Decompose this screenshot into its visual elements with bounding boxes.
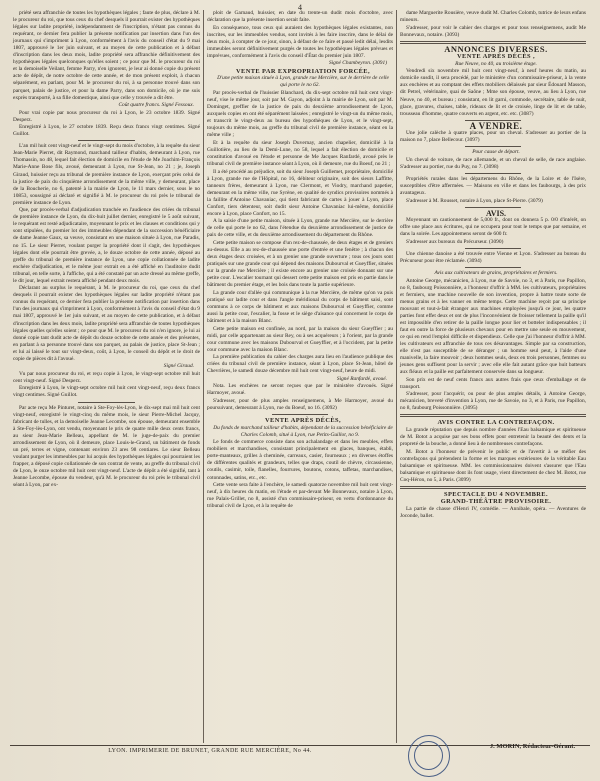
article-paragraph: L'an mil huit cent vingt-neuf et le vingt-sept du mois d'octobre, à la requête du sieur Jean-Marie Pierret, dit Raymond, marchand tailleur d'habits, demeurant à Lyon, rue Thomassin, no 48, lequel fait élection de domicile en l'étude de Me Joachim-François Marie-Anne Bose fils, avoué, demeurant à Lyon, rue St-Jean, no 21 ; je, Joseph Giraud, huissier reçu au tribunal de première instance de Lyon, exerçant près celui de la justice de paix du cinquième arrondissement de la même ville, y demeurant, place de la Boucherie, no 6, patenté à la mairie de Lyon, le 11 mars dernier, sous le no 10853, soussigné ai déclaré et signifié à M. le procureur du roi près le tribunal de première instance de Lyon. — [13, 143, 200, 206]
section-subheading: Rue Neuve, no 40, au troisième étage. — [455, 60, 537, 67]
section-heading: VENTE PAR EXPROPRIATION FORCÉE, — [236, 67, 370, 75]
article-paragraph: Nota. Les enchères ne seront reçues que par le ministère d'avoués. Signé Harmoyer, avoué. — [207, 383, 393, 397]
signature-line: Coût quatre francs. Signé Fessoux. — [118, 102, 194, 109]
section-divider — [465, 267, 521, 268]
article-paragraph: La grande cour d'allée qui communique à la rue Mercière, de même qu'on va puis pratiqué sur ladite cour et dans l'angle méridional du corps de bâtiment saisi, sont communs à ce corps de bâtiment et aux maisons Dubourval et Gueyffier, comme aussi la petite cour, l'escalier, la fosse et le siège d'aisance qui concernent le corps de bâtiment et à la maison Blanc. — [207, 289, 393, 325]
article-paragraph: Enregistré à Lyon, le vingt-sept octobre mil huit cent vingt-neuf, reçu deux francs vingt centimes. Signé Guillot. — [13, 385, 200, 399]
library-stamp — [408, 735, 450, 777]
article-paragraph: Cette petite maison se compose d'un rez-de-chaussée, de deux étages et de greniers au-dessus. Elle a au rez-de-chaussée une porte d'entrée et une fenêtre ; à chacun des deux étages deux croisées, et à un grenier une grande ouverture ; tous ces jours sont pratiqués sur une grande cour qui dépend des maisons Dubourval et Gueyffier, situées sur la grande rue Mercière ; il existe encore au grenier une croisée donnant sur une petite cour. L'escalier tournant qui dessert cette petite maison est pris en partie dans le bâtiment du premier étage, et les bois dans toute la partie supérieure. — [207, 240, 393, 289]
article-paragraph: En conséquence, tous ceux qui auraient des hypothèques légales existantes, non inscrites, sur les immeubles vendus, sont invités à les faire inscrire, dans le délai de deux mois, à compter de ce jour, sinon, à défaut de ce faire et passé ledit délai, lesdits immeubles seront définitivement purgés de toutes les hypothèques légales prévues et imprévues, conformément à l'avis du conseil d'État du premier juin 1807. — [207, 24, 393, 59]
section-divider — [465, 207, 521, 208]
section-heading: VENTE APRÈS DÉCÈS , — [457, 53, 535, 61]
section-heading: GRAND-THÉÂTRE PROVISOIRE. — [440, 498, 552, 506]
section-subheading: D'une petite maison située à Lyon, grande rue Mercière, sur le derrière de celle qui porte le no 62. — [217, 75, 389, 89]
section-heading: VENTE APRÈS DÉCÈS, — [265, 417, 341, 425]
article-paragraph: Et à la requête du sieur Joseph Duvernay, ancien chapelier, domicilié à la Guillotière, au lieu de la Demi-Lune, no 58, lequel a fait élection de domicile et constitution d'avoué en l'étude et personne de Me Jacques Ranfardé, avoué près le tribunal civil de première instance séant à Lyon, où il demeure, rue du Boeuf, no 21 ; — [207, 139, 393, 167]
section-double-divider — [400, 486, 586, 489]
article-paragraph: Enregistré à Lyon, le 27 octobre 1839. Reçu deux francs vingt centimes. Signé Guillot. — [13, 124, 200, 138]
article-paragraph: Pour vrai copie par nous procureur du roi à Lyon, le 23 octobre 1839. Signé Desperz. — [13, 109, 200, 123]
article-paragraph: Une jolie calèche à quatre places, pour un cheval. S'adresser au portier de la maison no 7, place Bellecour. (3097) — [400, 130, 586, 144]
article-paragraph: Par acte reçu Me Pinturet, notaire à Ste-Foy-lès-Lyon, le dix-sept mai mil huit cent vingt-neuf, enregistré le vingt-cinq du même mois, le sieur Pierre-Michel Jacquy, fabricant de tulles, et la demoiselle Jeanne Lecombe, son épouse, demeurant ensemble à Ste-Foy-lès-Lyon, ont vendu, moyennant le prix de quatre mille deux cents francs, au sieur Jean-Marie Belleau, appellant de M. le juge-de-paix du premier arrondissement de Lyon, où il demeure, place Louis-le-Grand, un bâtiment de fonds un pré, terres et vigne, contenant environ 23 ares 98 centiares. Le sieur Belleau voulant purger les immeubles par lui acquis des hypothèques légales qui pourraient les frapper, a déposé copie collationnée de son contrat de vente, au greffe du tribunal civil de Lyon, le onze octobre mil huit cent vingt-neuf. L'acte de dépôt a été signifié, tant à Jeanne Lecombe, épouse du vendeur, qu'à M. le procureur du roi près le tribunal civil séant à Lyon, par ex- — [13, 404, 200, 489]
article-paragraph: Le fonds de commerce consiste dans son achalandage et dans les meubles, effets mobiliers et marchandises, consistant principalement en glaces, banques, établi, porte-manteaux, grilles à cheminée, carreaux, casier, fourneaux ; en diverses étoffes de différentes qualités et grandeurs, telles que draps, coutil de chèvre, circassienne, coutils, casimir, toile, flanelles, fourrures, boutons, cotons, taffetas, marchandises, cotonnades, satins, etc., etc. — [207, 439, 393, 481]
article-paragraph: Par procès-verbal de l'huissier Blanchard, du dix-sept octobre mil huit cent vingt-neuf, vise le même jour, soit par M. Gayon, adjoint à la mairie de Lyon, soit par M. Dominget, greffier de la justice de paix du deuxième arrondissement de Lyon, auxquels copies en ont été séparément laissées ; enregistré le vingt-un du même mois, et transcrit le vingt-deux au bureau des hypothèques de Lyon, et le vingt-sept, toujours du même mois, au greffe du tribunal civil de première instance, séant en la même ville ; — [207, 90, 393, 139]
article-paragraph: S'adresser, pour l'acquérir, ou pour de plus amples détails, à Antoine George, mécanicien, breveté d'invention à Lyon, rue de Savoie, no 3, et à Paris, rue Papillon, no 8, faubourg Poissonnière. (3095) — [400, 391, 586, 412]
article-paragraph: dame Marguerite Rousière, veuve dudit M. Charles Colomb, tutrice de leurs enfans mineurs. — [400, 10, 586, 24]
article-paragraph: Antoine George, mécanicien, à Lyon, rue de Savoie, no 3, et à Paris, rue Papillon, no 8, faubourg Poissonnière, a l'honneur d'offrir à MM. les cultivateurs, propriétaires et fermiers, une machine nouvelle de son invention, propre à battre toute sorte de menus grains et à les vanner en même temps. Cette machine reçoit par sa principe mouvant et tout-à-fait étranger aux machines employées jusqu'à ce jour, les quatre parties font effet deux et ont de plus l'inconvénient de froisser tellement la paille qu'il est impossible d'en retirer de la paille longue pour lier et botteler indispensables ; il faut en outre la force de plusieurs chevaux pour en mettre une seule en mouvement, ce qui en rend l'emploi difficile et dispendieux. Celle que j'ai l'honneur d'offrir à MM. les cultivateurs est affranchie de tous ces désavantages. Simple par sa construction, elle n'est pas susceptible de se déranger ; un homme seul peut, à l'aide d'une manivelle, la faire mouvoir ; deux hommes seuls, deux en trois personnes, femmes ou jeunes gens suffisent pour la servir ; avec elle elle fait autant grâce que huit batteurs aux fléaux et la paille est parfaitement conservée dans sa longueur. — [400, 277, 586, 376]
article-paragraph: Déclarant au surplus le requérant, à M. le procureur du roi, que ceux du chef desquels il pourrait exister des hypothèques légales sur ladite propriété n'étant pas connus du requérant, ce dernier fera publier la présente notification par insertion dans l'un des journaux qui s'impriment à Lyon, conformément à l'avis du conseil d'état du 9 mai 1807, approuvé le 1er juin suivant, et au moyen de cette publication, et à défaut d'inscription dans les deux mois, ladite propriété sera affranchie de toutes hypothèques légales quelles qu'elles soient ; ce pour que M. le procureur du roi n'en ignore, je lui ai donné copie tant dudit acte de dépôt du douze octobre de cette année et des présentes, en parlant à sa personne trouvé dans son parquet, au palais de justice, place St-Jean ; et lui ai laissé le tout sur vingt-deux, coût, à Lyon, le conseil du dépôt et le droit de copie de pièces dit à l'avoué. — [13, 285, 200, 362]
rubric-heading: ANNONCES DIVERSES. — [444, 43, 548, 54]
article-paragraph: ploit de Garnaud, huissier, en date du trente-un dudit mois d'octobre, avec déclaration que la présente insertion serait faite. — [207, 10, 393, 24]
editor-signature: J. MORIN, Rédacteur-Gérant. — [489, 743, 576, 750]
article-paragraph: Vendredi six novembre mil huit cent vingt-neuf, à neuf heures du matin, au domicile susdit, il sera procédé, par le ministère d'un commissaire-priseur, à la vente aux enchères et au comptant des effets mobiliers délaissés par sieur Édouard Masson, dit Petrel, vétérinaire, quai de Saône ; Mme son épouse, veuve, au lieu à Lyon, rue Neuve, no 40, et bureau ; consistant, en lit garni, commode, secrétaire, table de nuit, glace, gravures, chaises, table, rideaux de lit et de croisée, linge de lit et de table, trousseau d'homme, quatre couverts en argent, etc. etc. (3087) — [400, 68, 586, 117]
article-paragraph: Cette petite maison est confinée, au nord, par la maison du sieur Gueyffier ; au midi, par celle appartenant au sieur Rey, ou à ses acquéreurs ; à l'orient, par la grande cour commune avec les maisons Dubourval et Gueyffier, et à l'occident, par la petite cour commune avec la maison Blanc. — [207, 325, 393, 353]
column-1 — [10, 10, 203, 743]
section-heading: SPECTACLE DU 4 NOVEMBRE. — [444, 490, 548, 498]
article-paragraph: S'adresser à M. Rousset, notaire à Lyon, place St-Pierre. (3079) — [406, 197, 543, 204]
section-divider — [465, 146, 521, 147]
notice-heading: AVIS. — [485, 208, 507, 218]
section-heading: AVIS CONTRE LA CONTREFAÇON. — [437, 419, 555, 427]
section-divider — [465, 248, 521, 249]
section-subheading: Avis aux cultivateurs de grains, propriétaires et fermiers. — [434, 269, 558, 276]
sale-heading: A VENDRE. — [469, 120, 523, 131]
article-paragraph: Que, par procès-verbal d'adjudication tranchée en l'audience des criées du tribunal de première instance de Lyon, du dix-huit juillet dernier, enregistré le 5 août suivant, le requérant est resté adjudicataire, moyennant le prix et les clauses et conditions qui y sont stipulées, du premier lot des immeubles dépendant de la succession bénéficiaire de dame Jeanne Gaux, sa veuve, consistant en une maison située à Lyon, rue Paradis, no 15. Le sieur Pierret, voulant purger la propriété dont il s'agit, des hypothèques légales dont elle pourrait être grevée, a, le douze octobre de cette année, déposé au greffe du tribunal de première instance de Lyon, une copie collationnée de ladite enchère d'adjudication, et le même jour extrait en a été affiché en l'auditoire dudit tribunal, en telle sorte, à l'affiche, qui a été constaté par un acte dressé au même greffe, le dit jour, lequel extrait restera affiché pendant deux mois. — [13, 207, 200, 284]
column-3 — [396, 10, 589, 743]
article-paragraph: A la saisie d'une petite maison, située à Lyon, grande rue Mercière, sur le derrière de celle qui porte le no 62, dans l'étendue du deuxième arrondissement de justice de paix de cette ville, et du deuxième arrondissement du département du Rhône. — [207, 218, 393, 239]
article-paragraph: S'adresser aux bureaux du Précurseur. (3090) — [406, 238, 504, 245]
signature-line: Signé Ranfardé, avoué. — [336, 375, 387, 382]
article-paragraph: Vu par nous procureur du roi, et reçu copie à Lyon, le vingt-sept octobre mil huit cent vingt-neuf. Signé Desperz. — [13, 370, 200, 384]
article-paragraph: Moyennant un cautionnement de 5,000 fr., dont on donnera 5 p. 0/0 d'intérêt, on offre une place aux écritures, qui ne occupera pour tout le temps que par semaine, et dans la soirée. Les appointemens seront de 600 fr. — [400, 217, 586, 238]
article-paragraph: La grande réputation que depuis nombre d'années l'Eau balsamique et spiritueuse de M. Botot a acquise par ses bons effets pour entretenir la beauté des dents et la propreté de la bouche, a donné lieu à de nombreuses contrefaçons. — [400, 426, 586, 448]
signature-line: Signé Chambeyron. (3091) — [328, 60, 387, 67]
article-paragraph: Il a été procédé au préjudice, soit du sieur Joseph Guillemet, propriétaire, domicilié à Lyon, grande rue de l'Hôpital, no 16, débiteur originaire, soit des sieurs Laffitte, tanneurs frères, demeurant à Lyon, rue Clermont, et Viodry, marchand papetier, demeurant en la même ville, rue Syrène, en qualité de syndics provisoires nommés à la faillite d'Antoine Chavaniac, qui tient fabricant de cartes à jouer à Lyon, place Confort, tiers détenteur, soit dudit sieur Antoine Chavaniac lui-même, domicilié encore à Lyon, place Confort, no 15. — [207, 168, 393, 217]
article-paragraph: M. Botot a l'honneur de prévenir le public et de l'avertir à se méfier des contrefaçons qui prétendent la forme et les marques extérieures de la véritable Eau balsamique et spiritueuse. MM. les commissionnaires doivent s'assurer que l'Eau balsamique et spiritueuse dont ils font usage, vient directement de chez M. Botot, rue Coq-Héron, no 5, à Paris. (3099) — [400, 448, 586, 483]
article-paragraph: Un cheval de voiture, de race allemande, et un cheval de selle, de race anglaise. S'adresser au portier, rue du Puy, no 7. (3098) — [400, 156, 586, 170]
article-paragraph: La première publication du cahier des charges aura lieu en l'audience publique des criées du tribunal civil de première instance, séant à Lyon, place St-Jean, hôtel de Chevrières, le samedi douze décembre mil huit cent vingt-neuf, heure de midi. — [207, 354, 393, 375]
library-stamp-inner-ring — [414, 741, 443, 770]
article-paragraph: Propriétés rurales dans les départemens du Rhône, de la Loire et de l'Isère, susceptibles d'être affermées. — Maisons en ville et dans les faubourgs, à des prix avantageux. — [400, 175, 586, 197]
section-double-divider — [400, 414, 586, 417]
article-paragraph: S'adresser, pour voir le cahier des charges et pour tous renseignemens, audit Me Bonnevaux, notaire. (3093) — [400, 24, 586, 38]
columns-container — [10, 10, 590, 743]
article-paragraph: Cette vente sera faite à l'enchère, le samedi quatorze novembre mil huit cent vingt-neuf, à dix heures du matin, en l'étude et par-devant Me Bonnevaux, notaire à Lyon, rue Palais-Grillet, no 8, assisté d'un commissaire-priseur, en vertu d'ordonnance du tribunal civil de Lyon, et à la requête de — [207, 482, 393, 510]
article-paragraph: priété sera affranchie de toutes les hypothèques légales ; faute de plus, déclare à M. le procureur du roi, que tous ceux du chef desquels il pourrait exister des hypothèques légales sur ladite propriété, indépendamment de l'inscription, n'étant pas connus du requérant, ce dernier fera publier la présente notification par insertion dans l'un des journaux qui s'impriment à Lyon, conformément à l'avis du conseil d'état du 9 mai 1807, approuvé le 1er juin suivant, et au moyen de cette publication et à défaut d'inscription dans les deux mois, ladite propriété sera affranchie définitivement des hypothèques légales quelconques qu'elles soient ; ce pour que M. le procureur du roi et la demoiselle Veilant, femme Parry, n'en ignorent, je leur ai donné copie du présent acte de dépôt, de notre octobre de cette année, et de mon présent exploit, à chacun séparément, en parlant, pour M. le procureur du roi, à sa personne trouvé dans son parquet, palais de justice, et pour la dame Parry, dans son domicile, où je me suis exprès transporté, à sa fille domestique, ainsi que celle y trouvée a dit être. — [13, 10, 200, 101]
page-number: 4 — [298, 3, 302, 12]
signature-line: Signé Giraud. — [163, 363, 194, 370]
article-paragraph: La partie de chasse d'Henri IV, comédie. — Annibale, opéra. — Aventures de Joconde, ballet. — [400, 505, 586, 519]
section-subheading: Pour cause de départ. — [472, 149, 520, 156]
section-divider — [272, 414, 328, 415]
imprint-line: LYON. IMPRIMERIE DE BRUNET, GRANDE RUE MERCIÈRE, No 44. — [108, 748, 312, 754]
section-divider — [465, 173, 521, 174]
section-subheading: Du fonds de marchand tailleur d'habits, dépendant de la succession bénéficiaire de Charles Colomb, situé à Lyon, rue Petits-Guillot, no 9. — [213, 424, 393, 438]
column-2 — [203, 10, 396, 743]
section-divider — [78, 402, 134, 403]
article-paragraph: Une chienne danoise a été trouvée entre Vienne et Lyon. S'adresser au bureau du Précurseur pour être réclamée. (3094) — [400, 250, 586, 264]
article-paragraph: Son prix est de neuf cents francs aux autres frais que ceux d'emballage et de transport. — [400, 376, 586, 390]
article-paragraph: S'adresser, pour de plus amples renseignemens, à Me Harmoyer, avoué du poursuivant, demeurant à Lyon, rue du Boeuf, no 16. (3092) — [207, 398, 393, 412]
section-divider — [78, 140, 134, 141]
